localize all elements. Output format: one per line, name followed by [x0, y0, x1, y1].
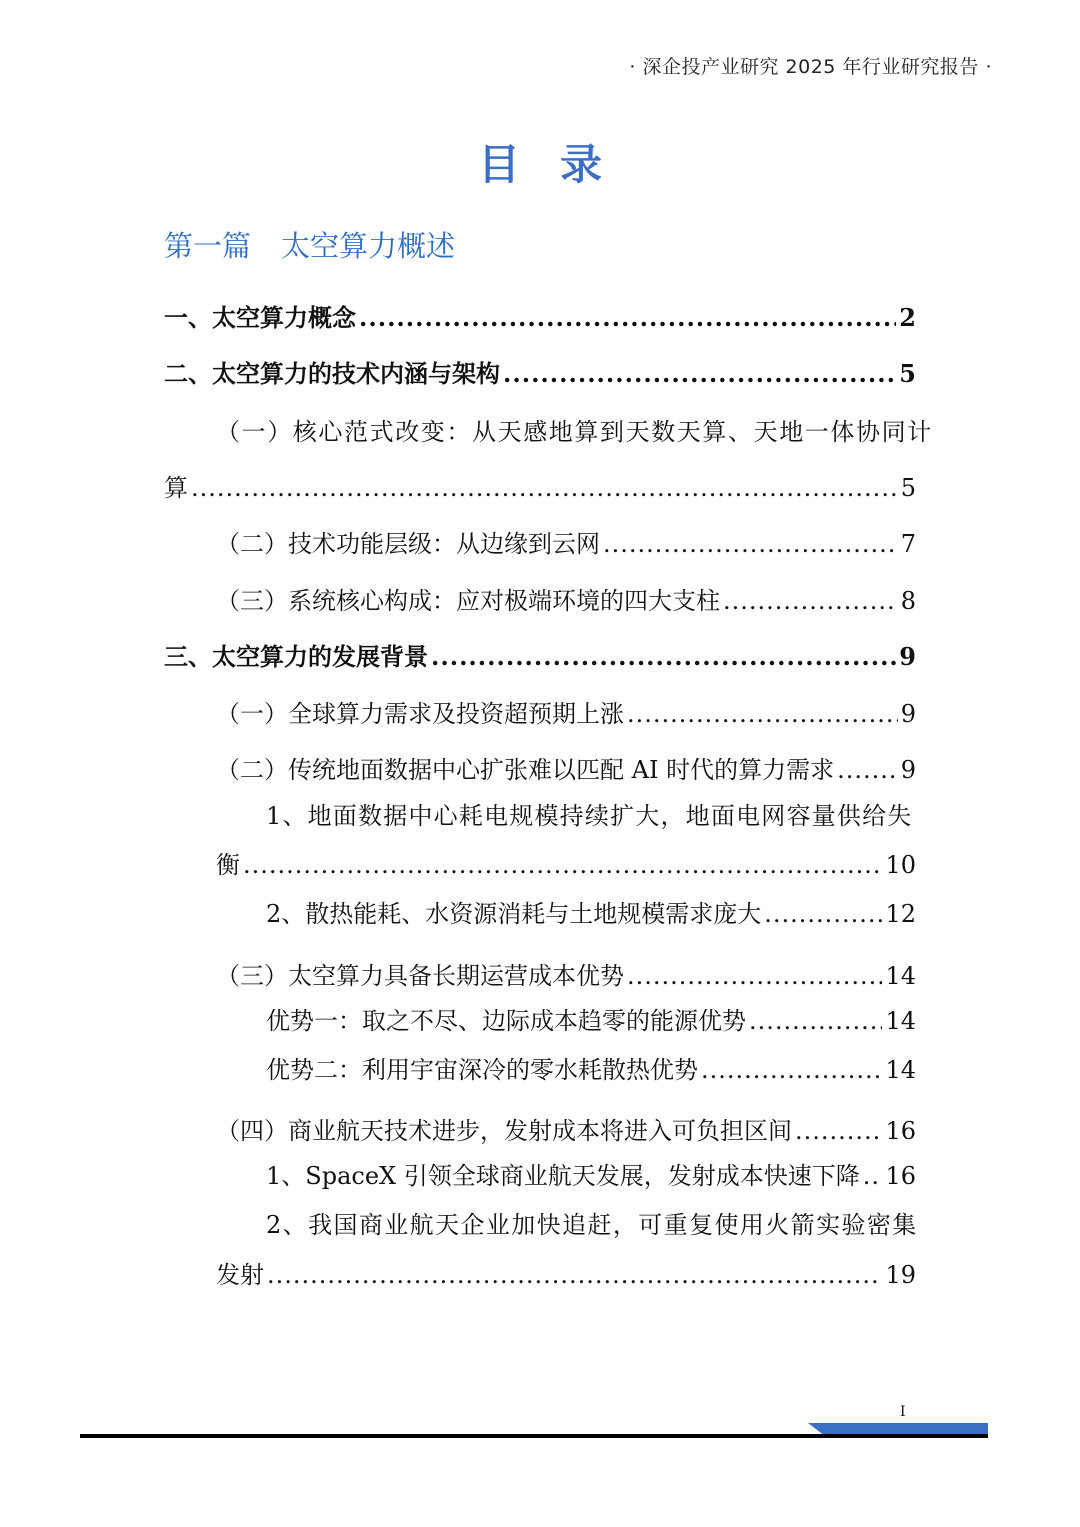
- toc-entry-label: 优势二：利用宇宙深冷的零水耗散热优势: [266, 1056, 698, 1084]
- dot-leader: [191, 474, 898, 502]
- dot-leader: [701, 1056, 882, 1084]
- dot-leader: [431, 642, 896, 671]
- part-name: 太空算力概述: [281, 229, 456, 263]
- toc-entry-label-line2: 发射: [216, 1261, 264, 1289]
- toc-entry-label: 优势一：取之不尽、边际成本趋零的能源优势: [266, 1007, 746, 1035]
- toc-entry-page: 14: [885, 1056, 916, 1084]
- toc-entry-label: （四）商业航天技术进步，发射成本将进入可负担区间: [216, 1117, 792, 1145]
- toc-entry-label-line1[interactable]: 2、我国商业航天企业加快追赶，可重复使用火箭实验密集: [266, 1211, 918, 1239]
- dot-leader: [359, 303, 896, 332]
- toc-entry[interactable]: [216, 524, 916, 559]
- part-heading: [164, 224, 455, 265]
- dot-leader: [863, 1162, 883, 1190]
- toc-entry-page: 9: [900, 700, 916, 728]
- footer-rule: [80, 1434, 988, 1438]
- toc-entry[interactable]: [266, 1050, 916, 1085]
- toc-entry-page: 7: [900, 530, 916, 558]
- toc-entry-label: （二）传统地面数据中心扩张难以匹配 AI 时代的算力需求: [216, 756, 835, 784]
- toc-entry-page: 19: [885, 1261, 916, 1289]
- toc-entry[interactable]: [216, 956, 916, 991]
- dot-leader: [764, 900, 882, 928]
- toc-entry-page: 8: [900, 587, 916, 615]
- toc-entry-label-line2: 算: [164, 474, 188, 502]
- toc-entry-label-line2: 衡: [216, 851, 240, 879]
- dot-leader: [627, 962, 882, 990]
- footer-accent-tab: [808, 1423, 988, 1434]
- dot-leader: [243, 851, 882, 879]
- toc-entry-label: 一、太空算力概念: [164, 303, 356, 332]
- toc-entry-page: 9: [899, 642, 916, 671]
- toc-entry[interactable]: [216, 1111, 916, 1146]
- toc-entry-page: 5: [899, 359, 916, 388]
- dot-leader: [837, 756, 898, 784]
- toc-entry[interactable]: [164, 468, 916, 503]
- toc-entry-label: （一）全球算力需求及投资超预期上涨: [216, 700, 624, 728]
- page-number: I: [900, 1404, 906, 1420]
- dot-leader: [795, 1117, 882, 1145]
- toc-entry[interactable]: [216, 694, 916, 729]
- toc-entry[interactable]: [216, 750, 916, 785]
- part-label: 第一篇: [164, 229, 252, 263]
- toc-entry[interactable]: [266, 1001, 916, 1036]
- toc-entry-page: 14: [885, 962, 916, 990]
- toc-entry[interactable]: [164, 637, 916, 672]
- toc-entry[interactable]: [216, 581, 916, 616]
- toc-entry-label-line1[interactable]: 1、地面数据中心耗电规模持续扩大，地面电网容量供给失: [266, 802, 913, 830]
- toc-entry[interactable]: [266, 894, 916, 929]
- toc-entry-label-line1[interactable]: （一）核心范式改变：从天感地算到天数天算、天地一体协同计: [216, 418, 933, 446]
- dot-leader: [749, 1007, 882, 1035]
- toc-entry-page: 10: [885, 851, 916, 879]
- toc-entry-page: 9: [900, 756, 916, 784]
- toc-entry-label: 2、散热能耗、水资源消耗与土地规模需求庞大: [266, 900, 762, 928]
- toc-entry-label: 三、太空算力的发展背景: [164, 642, 428, 671]
- dot-leader: [723, 587, 898, 615]
- toc-title: 目录: [477, 140, 642, 189]
- toc-entry-label: 二、太空算力的技术内涵与架构: [164, 359, 500, 388]
- toc-entry[interactable]: [216, 845, 916, 880]
- toc-entry-label: 1、SpaceX 引领全球商业航天发展，发射成本快速下降: [266, 1162, 860, 1190]
- toc-entry-page: 12: [885, 900, 916, 928]
- dot-leader: [267, 1261, 882, 1289]
- toc-entry-label: （三）系统核心构成：应对极端环境的四大支柱: [216, 587, 720, 615]
- toc-entry-label: （二）技术功能层级：从边缘到云网: [216, 530, 600, 558]
- dot-leader: [503, 359, 896, 388]
- dot-leader: [603, 530, 898, 558]
- toc-entry-page: 14: [885, 1007, 916, 1035]
- running-header: · 深企投产业研究 2025 年行业研究报告 ·: [629, 56, 992, 78]
- dot-leader: [627, 700, 898, 728]
- toc-entry-page: 5: [900, 474, 916, 502]
- toc-entry-page: 16: [885, 1162, 916, 1190]
- toc-entry-label: （三）太空算力具备长期运营成本优势: [216, 962, 624, 990]
- toc-entry-page: 2: [899, 303, 916, 332]
- toc-entry-page: 16: [885, 1117, 916, 1145]
- toc-entry[interactable]: [164, 298, 916, 333]
- toc-entry[interactable]: [164, 354, 916, 389]
- toc-entry[interactable]: [266, 1156, 916, 1191]
- toc-entry[interactable]: [216, 1255, 916, 1290]
